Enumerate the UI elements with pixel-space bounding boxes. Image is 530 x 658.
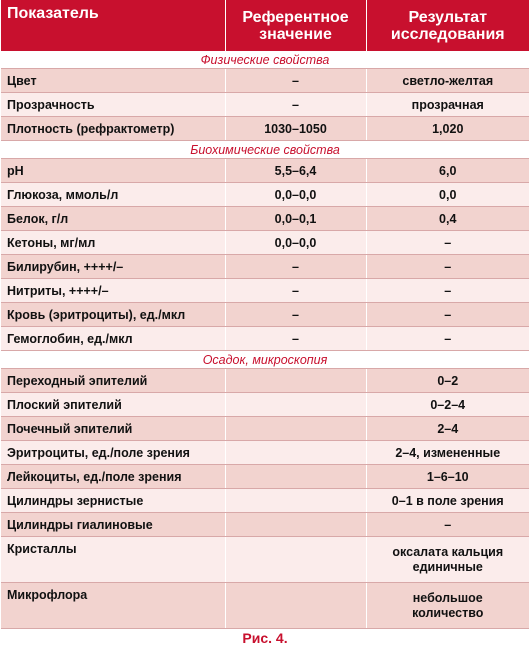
section-biochemical [1,141,529,159]
row-name: Прозрачность [1,93,225,117]
row-name: Кристаллы [1,537,225,583]
row-name: Почечный эпителий [1,417,225,441]
row-name: Плотность (рефрактометр) [1,117,225,141]
row-result: светло-желтая [366,69,529,93]
row-result [366,537,529,583]
row-name: Нитриты, ++++/– [1,279,225,303]
row-reference: – [225,279,366,303]
table-row [1,369,529,393]
row-result: 0–2 [366,369,529,393]
row-result: 0,4 [366,207,529,231]
row-reference [225,583,366,629]
header-result: Результат исследования [366,0,529,51]
row-name: Кровь (эритроциты), ед./мкл [1,303,225,327]
table-row [1,279,529,303]
row-result: 0–1 в поле зрения [366,489,529,513]
result-line-2: единичные [412,559,483,574]
row-reference [225,369,366,393]
row-name: Гемоглобин, ед./мкл [1,327,225,351]
section-physical [1,51,529,69]
table-row [1,489,529,513]
section-sediment [1,351,529,369]
row-result: 0–2–4 [366,393,529,417]
row-name: Кетоны, мг/мл [1,231,225,255]
row-name: Цвет [1,69,225,93]
table-row [1,207,529,231]
table-row [1,159,529,183]
row-name: Цилиндры зернистые [1,489,225,513]
result-line-1: небольшое [412,590,483,605]
row-reference [225,393,366,417]
row-reference: – [225,303,366,327]
table-row [1,183,529,207]
urinalysis-table [1,0,529,629]
row-result: 6,0 [366,159,529,183]
row-result: 2–4, измененные [366,441,529,465]
row-reference [225,441,366,465]
row-result: 1–6–10 [366,465,529,489]
row-reference: 0,0–0,1 [225,207,366,231]
figure-caption: Рис. 4. [242,630,288,646]
row-result: – [366,279,529,303]
section-title: Осадок, микроскопия [1,351,529,369]
row-result: – [366,255,529,279]
table-row [1,303,529,327]
row-result: прозрачная [366,93,529,117]
table-row [1,69,529,93]
row-result: 0,0 [366,183,529,207]
row-result: – [366,513,529,537]
row-reference: 5,5–6,4 [225,159,366,183]
table-row [1,327,529,351]
table-row [1,117,529,141]
row-reference: 0,0–0,0 [225,231,366,255]
row-result: – [366,303,529,327]
row-name: Белок, г/л [1,207,225,231]
header-indicator: Показатель [1,0,225,51]
header-reference: Референтное значение [225,0,366,51]
row-result: 1,020 [366,117,529,141]
row-reference [225,513,366,537]
row-name: Переходный эпителий [1,369,225,393]
row-name: Плоский эпителий [1,393,225,417]
row-reference [225,465,366,489]
table-row [1,513,529,537]
row-result: – [366,231,529,255]
result-line-1: оксалата кальция [392,544,504,559]
row-reference: – [225,255,366,279]
table-row [1,231,529,255]
row-name: Микрофлора [1,583,225,629]
row-name: Цилиндры гиалиновые [1,513,225,537]
table-row [1,441,529,465]
row-result: 2–4 [366,417,529,441]
table-row [1,417,529,441]
section-title: Биохимические свойства [1,141,529,159]
row-result [366,583,529,629]
table-row [1,255,529,279]
table-header-row [1,0,529,51]
row-result: – [366,327,529,351]
row-reference: – [225,69,366,93]
row-reference: – [225,93,366,117]
row-name: Глюкоза, ммоль/л [1,183,225,207]
table-row [1,465,529,489]
table-row [1,393,529,417]
row-name: pH [1,159,225,183]
row-reference: – [225,327,366,351]
section-title: Физические свойства [1,51,529,69]
row-reference [225,537,366,583]
row-name: Лейкоциты, ед./поле зрения [1,465,225,489]
table-row [1,93,529,117]
row-reference: 0,0–0,0 [225,183,366,207]
row-reference [225,417,366,441]
table-row [1,583,529,629]
row-name: Эритроциты, ед./поле зрения [1,441,225,465]
row-reference: 1030–1050 [225,117,366,141]
row-name: Билирубин, ++++/– [1,255,225,279]
row-reference [225,489,366,513]
table-row [1,537,529,583]
result-line-2: количество [412,605,484,620]
